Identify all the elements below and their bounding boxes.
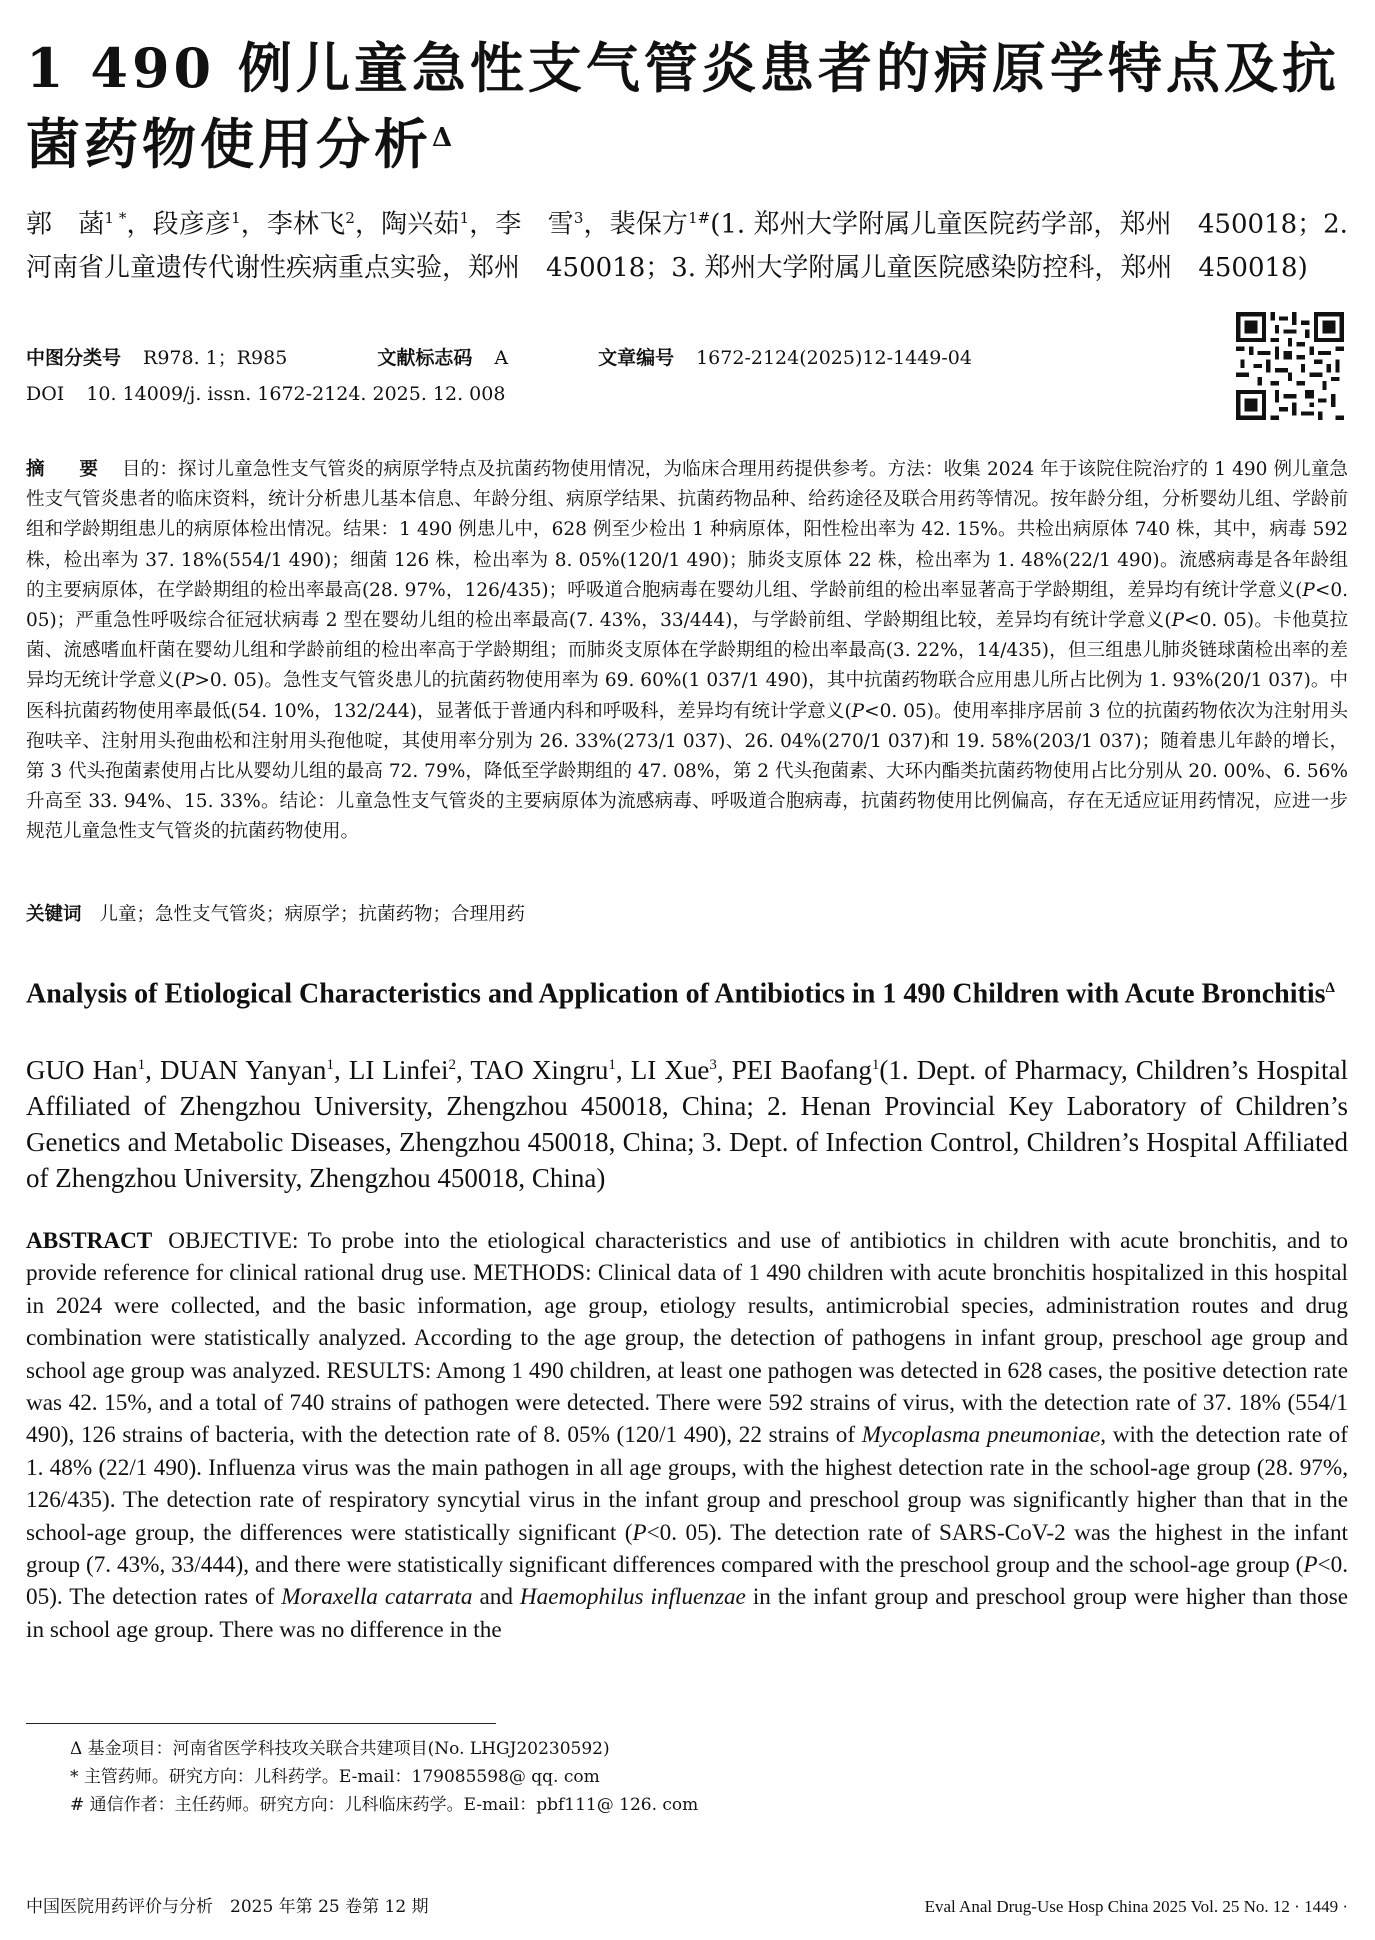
abstract-cn-text: <0. 05)。使用率排序居前 3 位的抗菌药物依次为注射用头孢呋辛、注射用头孢曲松和注射用头孢他啶，其使用率分别为 26. 33%(273/1 037)、26. 04%(270/1 037)和 19. 58%(203/1 037)；随着患儿年龄的增长，第 3 代头孢菌素使用占比从婴幼儿组的最高 72. 79%，降低至学龄期组的 47. 08%，第 2 代头孢菌素、大环内酯类抗菌药物使用占比分别从 20. 00%、6. 56%升高至 33. 94%、15. 33%。结论：儿童急性支气管炎的主要病原体为流感病毒、呼吸道合胞病毒，抗菌药物使用比例偏高，存在无适应证用药情况，应进一步规范儿童急性支气管炎的抗菌药物使用。 xyxy=(26,700,1348,843)
footer-journal-cn: 中国医院用药评价与分析 2025 年第 25 卷第 12 期 xyxy=(26,1897,429,1917)
author-sup: 3 xyxy=(709,1057,717,1073)
footnote-fund: Δ 基金项目：河南省医学科技攻关联合共建项目(No. LHGJ20230592) xyxy=(70,1739,610,1759)
article-title-en xyxy=(26,968,1348,1014)
title-fund-mark: Δ xyxy=(1325,980,1335,996)
p-symbol: P xyxy=(1171,610,1185,632)
abstract-en xyxy=(26,1225,1348,1646)
title-cn-text: 1 490 例儿童急性支气管炎患者的病原学特点及抗菌药物使用分析 xyxy=(26,36,1340,176)
abstract-cn-text: >0. 05)。急性支气管炎患儿的抗菌药物使用率为 69. 60%(1 037/1 490)，其中抗菌药物联合应用患儿所占比例为 1. 93%(20/1 037)。中医科抗菌药物使用率最低(54. 10%，132/244)，显著低于普通内科和呼吸科，差异均有统计学意义( xyxy=(26,670,1349,722)
article-no-value: 1672-2124(2025)12-1449-04 xyxy=(696,347,972,369)
abstract-cn-text: <0. 05)；严重急性呼吸综合征冠状病毒 2 型在婴幼儿组的检出率最高(7. 43%，33/444)，与学龄前组、学龄期组比较，差异均有统计学意义( xyxy=(26,579,1348,632)
title-fund-mark: Δ xyxy=(432,123,457,153)
doccode-label: 文献标志码 xyxy=(377,347,473,369)
footnote-corresponding: # 通信作者：主任药师。研究方向：儿科临床药学。E-mail：pbf111@ 126. com xyxy=(70,1795,699,1815)
abstract-cn-text: 目的：探讨儿童急性支气管炎的病原学特点及抗菌药物使用情况，为临床合理用药提供参考。方法：收集 2024 年于该院住院治疗的 1 490 例儿童急性支气管炎患者的临床资料，统计分析患儿基本信息、年龄分组、病原学结果、抗菌药物品种、给药途径及联合用药等情况。按年龄分组，分析婴幼儿组、学龄前组和学龄期组患儿的病原体检出情况。结果：1 490 例患儿中，628 例至少检出 1 种病原体，阳性检出率为 42. 15%。共检出病原体 740 株，其中，病毒 592 株，检出率为 37. 18%(554/1 490)；细菌 126 株，检出率为 8. 05%(120/1 490)；肺炎支原体 22 株，检出率为 1. 48%(22/1 490)。流感病毒是各年龄组的主要病原体，在学龄期组的检出率最高(28. 97%，126/435)；呼吸道合胞病毒在婴幼儿组、学龄前组的检出率显著高于学龄期组，差异均有统计学意义( xyxy=(26,459,1348,601)
author-sup: 1# xyxy=(688,209,711,227)
authors-en: GUO Han$^1$, DUAN Yanyan$^1$, LI Linfei$^2$, TAO Xingru$^1$, LI Xue$^3$, PEI Baofang$^1$(1. Dept. of Pharmacy, Children’s Hospital Affiliated of Zhengzhou University, Zhengzhou 450018, China; 2. Henan Provincial Key Laboratory of Children’s Genetics and Metabolic Diseases, Zhengzhou 450018, China; 3. Dept. of Infection Control, Children’s Hospital Affiliated of Zhengzhou University, Zhengzhou 450018, China) xyxy=(26,1055,1349,1193)
author-cn: 李林飞 xyxy=(266,209,346,240)
affiliations-cn: (1. 郑州大学附属儿童医院药学部，郑州 450018；2. 河南省儿童遗传代谢性疾病重点实验，郑州 450018；3. 郑州大学附属儿童医院感染防控科，郑州 450018) xyxy=(26,209,1348,283)
author-sup: 3 xyxy=(573,209,584,227)
article-page xyxy=(26,0,1348,1940)
footer-journal-en: Eval Anal Drug-Use Hosp China 2025 Vol. 25 No. 12 · 1449 · xyxy=(924,1897,1348,1916)
author-cn: 李 雪 xyxy=(495,209,574,240)
authors-cn: 郭 菡$^{1 *}$，段彦彦$^1$，李林飞$^2$，陶兴茹$^1$，李 雪$^3$，裴保方$^{1\#}$(1. 郑州大学附属儿童医院药学部，郑州 450018；2. 河南省儿童遗传代谢性疾病重点实验，郑州 450018；3. 郑州大学附属儿童医院感染防控科，郑州 450018) xyxy=(26,209,1348,283)
author-cn: 郭 菡 xyxy=(26,209,105,240)
author-cn: 段彦彦 xyxy=(152,209,232,240)
author-cn: 陶兴茹 xyxy=(381,209,460,240)
clc-label: 中图分类号 xyxy=(26,347,122,369)
abstract-en-text: and xyxy=(472,1584,520,1611)
p-symbol: P xyxy=(181,670,195,692)
keywords-cn xyxy=(26,900,1348,930)
species-name: Haemophilus influenzae xyxy=(519,1584,746,1611)
abstract-en-text: <0. 05). The detection rate of SARS-CoV-2 was the highest in the infant group (7. 43%, 33/444), and there were statistically significant differences compared with the preschool group and the school-age group ( xyxy=(26,1519,1348,1579)
abstract-en-label: ABSTRACT xyxy=(26,1228,153,1254)
author-sup: 2 xyxy=(448,1057,456,1073)
author-sup: 2 xyxy=(345,209,355,227)
meta-row-2 xyxy=(26,376,1206,412)
author-en: LI Linfei xyxy=(348,1055,449,1085)
author-sup: 1 xyxy=(608,1057,616,1073)
clc-value: R978. 1；R985 xyxy=(143,347,288,369)
affiliations-en: (1. Dept. of Pharmacy, Children’s Hospital Affiliated of Zhengzhou University, Zhengzhou 450018, China; 2. Henan Provincial Key Laboratory of Children’s Genetics and Metabolic Diseases, Zhengzhou 450018, China; 3. Dept. of Infection Control, Children’s Hospital Affiliated of Zhengzhou University, Zhengzhou 450018, China) xyxy=(26,1055,1349,1193)
abstract-cn xyxy=(26,455,1348,848)
author-sup: 1 * xyxy=(104,209,127,227)
abstract-cn-label: 摘 要 xyxy=(26,459,107,480)
species-name: Mycoplasma pneumoniae xyxy=(861,1422,1101,1449)
doi-label: DOI xyxy=(26,383,65,405)
abstract-en-text: OBJECTIVE: To probe into the etiological characteristics and use of antibiotics in children with acute bronchitis, and to provide reference for clinical rational drug use. METHODS: Clinical data of 1 490 children with acute bronchitis hospitalized in this hospital in 2024 were collected, and the basic information, age group, etiology results, antimicrobial species, administration routes and drug combination were statistically analyzed. According to the age group, the detection of pathogens in infant group, preschool age group and school age group was analyzed. RESULTS: Among 1 490 children, at least one pathogen was detected in 628 cases, the positive detection rate was 42. 15%, and a total of 740 strains of pathogen were detected. There were 592 strains of virus, with the detection rate of 37. 18% (554/1 490), 126 strains of bacteria, with the detection rate of 8. 05% (120/1 490), 22 strains of xyxy=(26,1228,1348,1449)
footnote-first-author: * 主管药师。研究方向：儿科药学。E-mail：179085598@ qq. com xyxy=(70,1767,600,1787)
author-sup: 1 xyxy=(137,1057,146,1073)
p-symbol: P xyxy=(1303,1552,1318,1579)
author-en: LI Xue xyxy=(630,1055,710,1085)
abstract-en-text: , with the detection rate of 1. 48% (22/1 490). Influenza virus was the main pathogen in all age groups, with the highest detection rate in the school-age group (28. 97%, 126/435). The detection rate of respiratory syncytial virus in the infant group and preschool group was significantly higher than that in the school-age group, the differences were statistically significant ( xyxy=(26,1422,1348,1546)
author-en: DUAN Yanyan xyxy=(160,1055,327,1085)
author-en: TAO Xingru xyxy=(470,1055,609,1085)
keywords-cn-label: 关键词 xyxy=(26,904,82,925)
doi-value[interactable]: 10. 14009/j. issn. 1672-2124. 2025. 12. 008 xyxy=(86,383,506,405)
title-en-text: Analysis of Etiological Characteristics and Application of Antibiotics in 1 490 Children with Acute Bronchitis xyxy=(26,978,1326,1010)
author-sup: 1 xyxy=(326,1057,334,1073)
qr-code[interactable] xyxy=(1236,312,1344,420)
meta-row-1 xyxy=(26,340,1206,376)
article-title-cn xyxy=(26,30,1348,182)
author-sup: 1 xyxy=(871,1057,880,1073)
p-symbol: P xyxy=(632,1519,647,1546)
article-no-label: 文章编号 xyxy=(598,347,675,369)
author-en: GUO Han xyxy=(26,1055,138,1085)
abstract-en-text: <0. 05). The detection rates of xyxy=(26,1552,1348,1611)
doccode-value: A xyxy=(494,347,509,369)
abstract-en-text: in the infant group and preschool group were higher than those in school age group. There was no difference in the xyxy=(26,1584,1349,1643)
article-meta xyxy=(26,340,1206,412)
author-cn: 裴保方 xyxy=(609,209,689,240)
p-symbol: P xyxy=(851,700,865,722)
author-en: PEI Baofang xyxy=(731,1055,872,1085)
abstract-cn-text: <0. 05)。卡他莫拉菌、流感嗜血杆菌在婴幼儿组和学龄前组的检出率高于学龄期组；而肺炎支原体在学龄期组的检出率最高(3. 22%，14/435)，但三组患儿肺炎链球菌检出率的差异均无统计学意义( xyxy=(26,610,1348,692)
species-name: Moraxella catarrata xyxy=(281,1584,473,1611)
keywords-cn-text: 儿童；急性支气管炎；病原学；抗菌药物；合理用药 xyxy=(99,904,526,925)
author-sup: 1 xyxy=(459,209,470,227)
p-symbol: P xyxy=(1302,579,1315,601)
author-sup: 1 xyxy=(231,209,241,227)
footnote-divider xyxy=(26,1723,496,1724)
